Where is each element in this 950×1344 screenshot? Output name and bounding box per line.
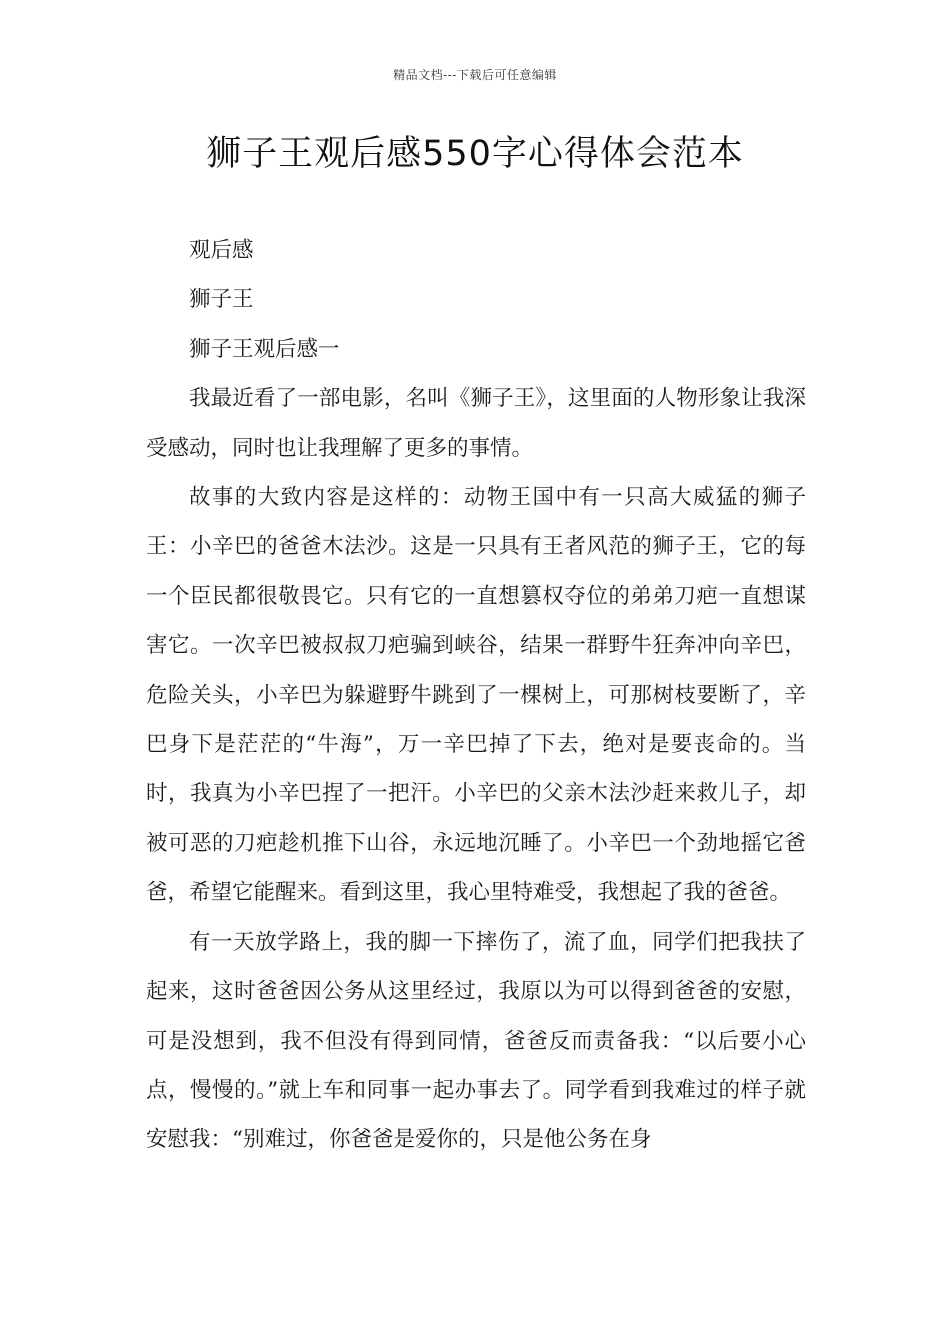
paragraph: 有一天放学路上，我的脚一下摔伤了，流了血，同学们把我扶了起来，这时爸爸因公务从这里经过，我原以为可以得到爸爸的安慰，可是没想到，我不但没有得到同情，爸爸反而责备我：“以后要小心点，慢慢的。”就上车和同事一起办事去了。同学看到我难过的样子就安慰我：“别难过，你爸爸是爱你的，只是他公务在身 bbox=[146, 929, 806, 1153]
header-note: 精品文档---下载后可任意编辑 bbox=[393, 68, 557, 82]
paragraph-heading-2: 狮子王 bbox=[189, 287, 254, 313]
document-body bbox=[146, 226, 806, 1165]
paragraph-heading-3: 狮子王观后感一 bbox=[189, 336, 340, 362]
paragraph: 我最近看了一部电影，名叫《狮子王》，这里面的人物形象让我深受感动，同时也让我理解了更多的事情。 bbox=[146, 386, 806, 461]
document-title: 狮子王观后感550字心得体会范本 bbox=[206, 134, 744, 174]
paragraph-heading-1: 观后感 bbox=[189, 238, 254, 263]
paragraph: 故事的大致内容是这样的：动物王国中有一只高大威猛的狮子王：小辛巴的爸爸木法沙。这是一只具有王者风范的狮子王，它的每一个臣民都很敬畏它。只有它的一直想篡权夺位的弟弟刀疤一直想谋害它。一次辛巴被叔叔刀疤骗到峡谷，结果一群野牛狂奔冲向辛巴，危险关头，小辛巴为躲避野牛跳到了一棵树上，可那树枝要断了，辛巴身下是茫茫的“牛海”，万一辛巴掉了下去，绝对是要丧命的。当时，我真为小辛巴捏了一把汗。小辛巴的父亲木法沙赶来救儿子，却被可恶的刀疤趁机推下山谷，永远地沉睡了。小辛巴一个劲地摇它爸爸，希望它能醒来。看到这里，我心里特难受，我想起了我的爸爸。 bbox=[146, 485, 806, 906]
